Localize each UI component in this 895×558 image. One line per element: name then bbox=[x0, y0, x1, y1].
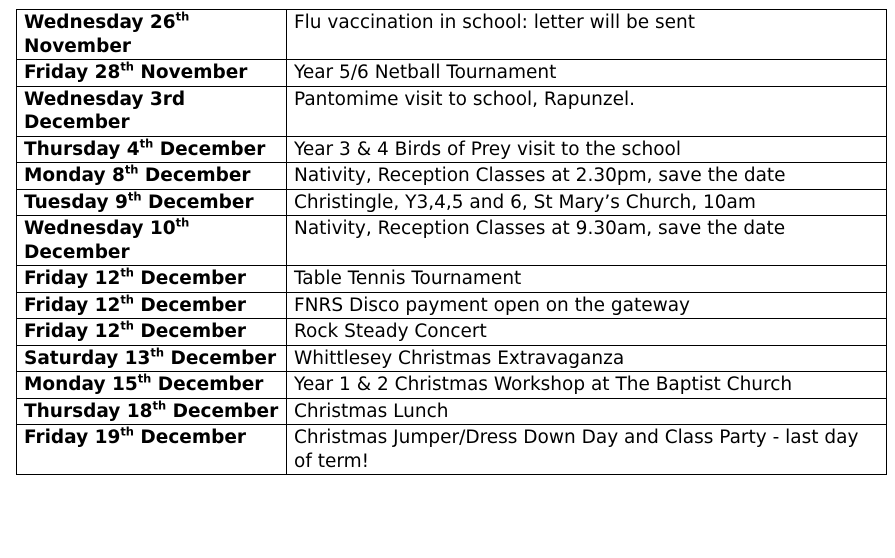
event-date-text: Friday 12 bbox=[24, 268, 121, 289]
event-month-text: December bbox=[133, 268, 247, 289]
event-month-text: November bbox=[24, 35, 131, 57]
event-description-cell: Flu vaccination in school: letter will be sent bbox=[287, 10, 887, 60]
ordinal-suffix: th bbox=[120, 424, 134, 439]
event-date-text: Tuesday 9 bbox=[24, 191, 128, 213]
table-row bbox=[17, 292, 887, 319]
ordinal-suffix: th bbox=[137, 371, 152, 386]
event-description-cell: Year 3 & 4 Birds of Prey visit to the school bbox=[287, 136, 887, 163]
table-row bbox=[17, 345, 887, 372]
table-row bbox=[17, 189, 887, 216]
event-date-cell bbox=[17, 398, 287, 425]
event-date-cell bbox=[17, 216, 287, 266]
ordinal-suffix: th bbox=[127, 189, 142, 204]
event-description-cell: Table Tennis Tournament bbox=[287, 266, 887, 293]
event-date-text: Wednesday 26 bbox=[24, 12, 176, 33]
event-month-text: December bbox=[141, 191, 254, 213]
event-date-text: Saturday 13 bbox=[24, 347, 151, 369]
event-description-cell: Whittlesey Christmas Extravaganza bbox=[287, 345, 887, 372]
event-description-cell: Nativity, Reception Classes at 2.30pm, save the date bbox=[287, 163, 887, 190]
table-row bbox=[17, 86, 887, 136]
table-row bbox=[17, 163, 887, 190]
ordinal-suffix: th bbox=[175, 215, 190, 230]
event-date-text: Thursday 18 bbox=[24, 400, 153, 422]
event-description-cell: Rock Steady Concert bbox=[287, 319, 887, 346]
ordinal-suffix: th bbox=[120, 59, 134, 74]
table-row bbox=[17, 216, 887, 266]
event-date-cell bbox=[17, 345, 287, 372]
event-date-cell bbox=[17, 319, 287, 346]
event-month-text: December bbox=[153, 138, 266, 160]
ordinal-suffix: th bbox=[175, 9, 190, 24]
events-calendar-table bbox=[16, 9, 887, 475]
event-date-cell bbox=[17, 60, 287, 87]
ordinal-suffix: th bbox=[139, 136, 154, 151]
event-description-cell: Christingle, Y3,4,5 and 6, St Mary’s Church, 10am bbox=[287, 189, 887, 216]
event-date-text: Monday 15 bbox=[24, 374, 138, 395]
event-month-text: December bbox=[151, 374, 264, 395]
ordinal-suffix: th bbox=[120, 292, 134, 307]
ordinal-suffix: th bbox=[150, 345, 165, 360]
event-month-text: December bbox=[164, 347, 277, 369]
event-month-text: December bbox=[133, 294, 247, 316]
event-date-text: Friday 12 bbox=[24, 321, 121, 342]
events-table-body bbox=[17, 10, 887, 475]
ordinal-suffix: th bbox=[120, 265, 134, 280]
event-date-cell bbox=[17, 10, 287, 60]
event-description-cell: Christmas Jumper/Dress Down Day and Class Party - last day of term! bbox=[287, 425, 887, 475]
event-description-cell: FNRS Disco payment open on the gateway bbox=[287, 292, 887, 319]
event-date-text: Friday 12 bbox=[24, 294, 121, 316]
event-date-cell bbox=[17, 136, 287, 163]
event-date-text: Monday 8 bbox=[24, 165, 125, 186]
table-row bbox=[17, 372, 887, 399]
event-date-text: Thursday 4 bbox=[24, 138, 140, 160]
event-month-text: December bbox=[166, 400, 279, 422]
table-row bbox=[17, 136, 887, 163]
table-row bbox=[17, 60, 887, 87]
event-date-cell bbox=[17, 425, 287, 475]
table-row bbox=[17, 398, 887, 425]
event-date-text: Wednesday 10 bbox=[24, 218, 176, 239]
table-row bbox=[17, 319, 887, 346]
ordinal-suffix: th bbox=[120, 318, 134, 333]
event-month-text: December bbox=[138, 165, 251, 186]
event-date-cell bbox=[17, 292, 287, 319]
ordinal-suffix: th bbox=[152, 398, 167, 413]
event-month-text: December bbox=[24, 241, 130, 263]
event-month-text: November bbox=[133, 62, 248, 83]
event-month-text: December bbox=[133, 427, 247, 448]
event-date-text: Friday 28 bbox=[24, 62, 121, 83]
event-date-cell bbox=[17, 266, 287, 293]
event-date-text: Wednesday 3rd December bbox=[24, 88, 186, 133]
event-description-cell: Pantomime visit to school, Rapunzel. bbox=[287, 86, 887, 136]
event-date-text: Friday 19 bbox=[24, 427, 121, 448]
event-description-cell: Christmas Lunch bbox=[287, 398, 887, 425]
event-description-cell: Year 5/6 Netball Tournament bbox=[287, 60, 887, 87]
table-row bbox=[17, 266, 887, 293]
event-description-cell: Year 1 & 2 Christmas Workshop at The Baptist Church bbox=[287, 372, 887, 399]
ordinal-suffix: th bbox=[124, 162, 139, 177]
event-date-cell bbox=[17, 189, 287, 216]
event-month-text: December bbox=[133, 321, 247, 342]
event-date-cell bbox=[17, 372, 287, 399]
event-date-cell bbox=[17, 86, 287, 136]
table-row bbox=[17, 10, 887, 60]
table-row bbox=[17, 425, 887, 475]
event-date-cell bbox=[17, 163, 287, 190]
event-description-cell: Nativity, Reception Classes at 9.30am, save the date bbox=[287, 216, 887, 266]
